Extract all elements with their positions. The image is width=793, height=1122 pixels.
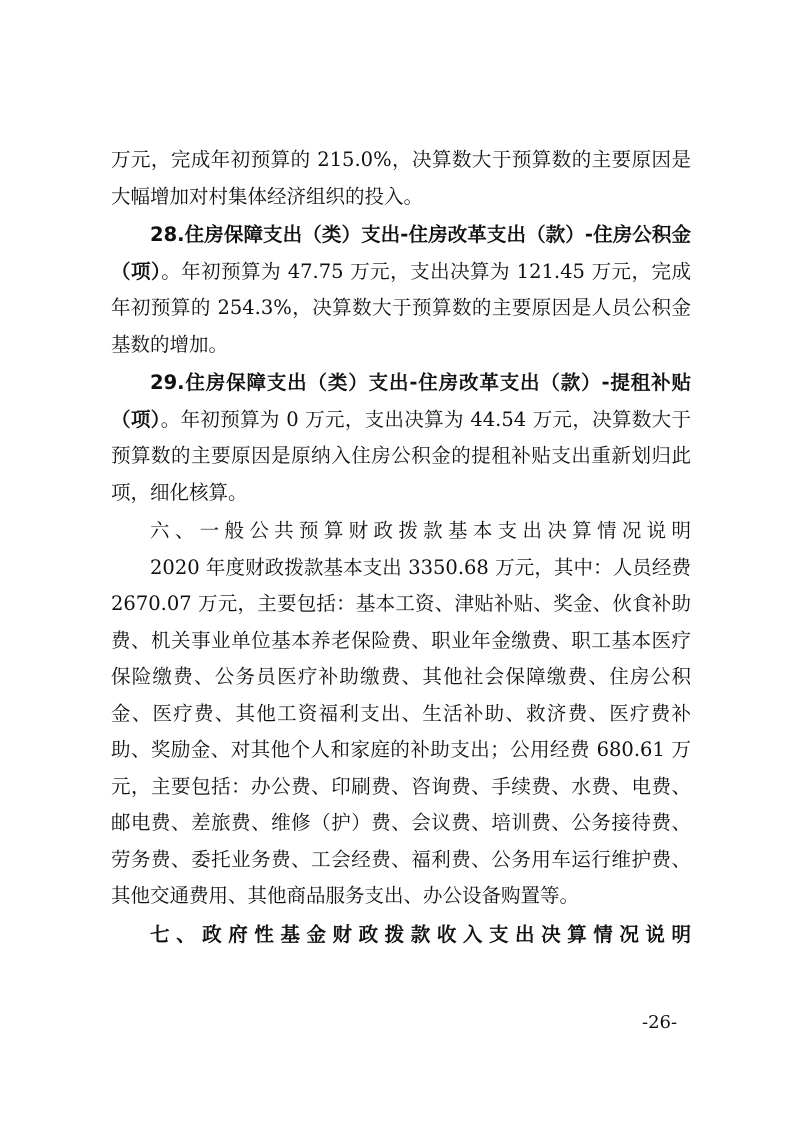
page-number: -26- xyxy=(642,1012,678,1033)
item-29-text: 。年初预算为 0 万元，支出决算为 44.54 万元，决算数大于预算数的主要原因是原纳入住房公积金的提租补贴支出重新划归此项，细化核算。 xyxy=(111,407,691,504)
item-28-heading: 28.住房保障支出（类）支出-住房改革支出（款）-住房公积金（项） xyxy=(111,223,691,283)
paragraph-item-28 xyxy=(111,217,691,363)
page-content xyxy=(111,142,691,953)
paragraph-continuation: 万元，完成年初预算的 215.0%，决算数大于预算数的主要原因是大幅增加对村集体经济组织的投入。 xyxy=(111,148,691,208)
section-6-body: 2020 年度财政拨款基本支出 3350.68 万元，其中：人员经费 2670.07 万元，主要包括：基本工资、津贴补贴、奖金、伙食补助费、机关事业单位基本养老保险费、职业年金缴费、职工基本医疗保险缴费、公务员医疗补助缴费、其他社会保障缴费、住房公积金、医疗费、其他工资福利支出、生活补助、救济费、医疗费补助、奖励金、对其他个人和家庭的补助支出；公用经费 680.61 万元，主要包括：办公费、印刷费、咨询费、手续费、水费、电费、邮电费、差旅费、维修（护）费、会议费、培训费、公务接待费、劳务费、委托业务费、工会经费、福利费、公务用车运行维护费、其他交通费用、其他商品服务支出、办公设备购置等。 xyxy=(111,555,691,907)
paragraph-item-29 xyxy=(111,365,691,511)
item-29-heading: 29.住房保障支出（类）支出-住房改革支出（款）-提租补贴（项） xyxy=(111,371,691,431)
section-7-title: 七、政府性基金财政拨款收入支出决算情况说明 xyxy=(150,922,691,946)
item-28-text: 。年初预算为 47.75 万元，支出决算为 121.45 万元，完成年初预算的 254.3%，决算数大于预算数的主要原因是人员公积金基数的增加。 xyxy=(111,259,691,356)
section-6-title: 六、一般公共预算财政拨款基本支出决算情况说明 xyxy=(150,519,691,542)
